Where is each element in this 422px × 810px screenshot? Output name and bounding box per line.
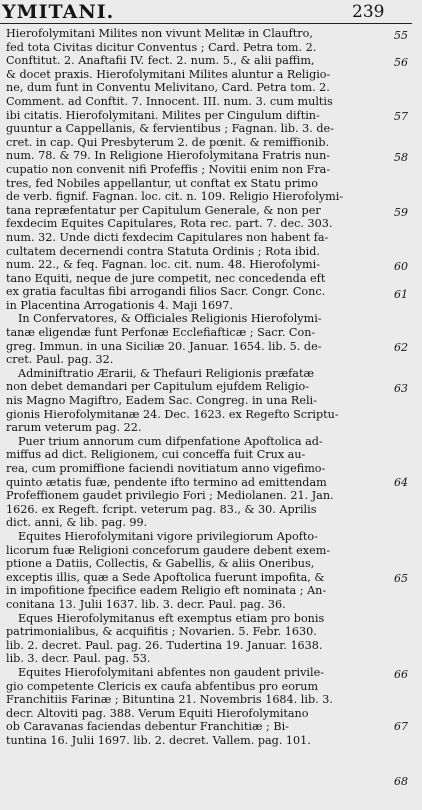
text-line: dict. anni, & lib. pag. 99. xyxy=(6,516,148,530)
text-line: greg. Immun. in una Siciliæ 20. Januar. 1654. lib. 5. de- xyxy=(6,339,322,353)
text-line: Conftitut. 2. Anaftafii IV. fect. 2. num. 5., & alii paffim, xyxy=(6,54,315,68)
text-line: Franchitiis Farinæ ; Bituntina 21. Novembris 1684. lib. 3. xyxy=(6,693,333,707)
text-line: gio competente Clericis ex caufa abfentibus pro eorum xyxy=(6,679,319,693)
text-line: non debet demandari per Capitulum ejufdem Religio- xyxy=(6,380,310,394)
page-number: 239 xyxy=(352,2,385,22)
text-line: Hierofolymitani Milites non vivunt Melitæ in Clauftro, xyxy=(6,27,313,40)
text-line: ibi citatis. Hierofolymitani. Milites per Cingulum diftin- xyxy=(6,108,320,122)
text-line: Adminiftratio Ærarii, & Thefauri Religionis præfatæ xyxy=(18,366,314,380)
text-line: cret. in cap. Qui Presbyterum 2. de pœnit. & remiffionib. xyxy=(6,135,330,149)
text-line: gionis Hierofolymitanæ 24. Dec. 1623. ex Regefto Scriptu- xyxy=(6,407,339,421)
text-line: tuntina 16. Julii 1697. lib. 2. decret. Vallem. pag. 101. xyxy=(6,733,311,747)
margin-number: 67 xyxy=(394,720,408,733)
margin-number: 56 xyxy=(394,56,408,69)
text-line: Eques Hierofolymitanus eft exemptus etiam pro bonis xyxy=(18,611,325,625)
margin-number: 60 xyxy=(394,260,408,273)
text-line: exceptis illis, quæ a Sede Apoftolica fuerunt impofita, & xyxy=(6,570,325,584)
margin-number: 61 xyxy=(394,288,408,301)
text-line: in Placentina Arrogationis 4. Maji 1697. xyxy=(6,298,233,312)
text-line: lib. 3. decr. Paul. pag. 53. xyxy=(6,652,151,666)
text-line: nis Magno Magiftro, Eadem Sac. Congreg. in una Reli- xyxy=(6,394,317,408)
text-line: fexdecim Equites Capitulares, Rota rec. part. 7. dec. 303. xyxy=(6,217,333,231)
text-line: & docet praxis. Hierofolymitani Milites aluntur a Religio- xyxy=(6,67,331,81)
margin-number: 66 xyxy=(394,668,408,681)
margin-number: 64 xyxy=(394,476,408,489)
text-line: tanæ eligendæ funt Perfonæ Ecclefiafticæ ; Sacr. Con- xyxy=(6,326,316,340)
text-line: 1626. ex Regeft. fcript. veterum pag. 83., & 30. Aprilis xyxy=(6,502,317,516)
text-line: conitana 13. Julii 1637. lib. 3. decr. Paul. pag. 36. xyxy=(6,597,286,611)
text-line: tano Equiti, neque de jure competit, nec concedenda eft xyxy=(6,271,326,285)
margin-number: 57 xyxy=(394,110,408,123)
text-line: ob Caravanas faciendas debentur Franchitiæ ; Bi- xyxy=(6,720,289,734)
text-line: Puer trium annorum cum difpenfatione Apoftolica ad- xyxy=(18,434,323,448)
text-line: ne, dum funt in Conventu Melivitano, Card. Petra tom. 2. xyxy=(6,81,330,95)
text-line: cultatem decernendi contra Statuta Ordinis ; Rota ibid. xyxy=(6,244,320,258)
text-line: in impofitione fpecifice eadem Religio eft nominata ; An- xyxy=(6,584,327,598)
text-line: In Confervatores, & Officiales Religionis Hierofolymi- xyxy=(18,312,322,326)
text-line: num. 22., & feq. Fagnan. loc. cit. num. 48. Hierofolymi- xyxy=(6,258,321,272)
text-line: rea, cum promiffione faciendi novitiatum anno vigefimo- xyxy=(6,462,326,475)
margin-number: 62 xyxy=(394,341,408,354)
header-rule xyxy=(0,23,412,24)
body-text xyxy=(6,27,392,747)
text-line: Equites Hierofolymitani abfentes non gaudent privile- xyxy=(18,665,324,679)
margin-number: 68 xyxy=(394,775,408,788)
text-line: decr. Altoviti pag. 388. Verum Equiti Hierofolymitano xyxy=(6,706,309,720)
margin-number: 58 xyxy=(394,151,408,164)
text-line: licorum fuæ Religioni conceforum gaudere debent exem- xyxy=(6,543,331,557)
margin-number: 65 xyxy=(394,572,408,585)
margin-number: 59 xyxy=(394,206,408,219)
text-line: de verb. fignif. Fagnan. loc. cit. n. 109. Religio Hierofolymi- xyxy=(6,190,344,204)
page-header xyxy=(0,0,422,26)
text-line: tres, fed Nobiles appellantur, ut conftat ex Statu primo xyxy=(6,176,318,190)
text-line: rarum veterum pag. 22. xyxy=(6,421,142,435)
text-line: num. 78. & 79. In Religione Hierofolymitana Fratris nun- xyxy=(6,149,331,163)
text-line: Equites Hierofolymitani vigore privilegiorum Apofto- xyxy=(18,529,318,543)
text-line: quinto ætatis fuæ, pendente ifto termino ad emittendam xyxy=(6,475,327,489)
running-head: YMITANI. xyxy=(2,1,115,23)
text-line: lib. 2. decret. Paul. pag. 26. Tudertina 19. Januar. 1638. xyxy=(6,638,323,652)
text-line: cupatio non convenit nifi Profeffis ; Novitii enim non Fra- xyxy=(6,162,331,176)
text-line: Comment. ad Conftit. 7. Innocent. III. num. 3. cum multis xyxy=(6,94,333,108)
text-line: cret. Paul. pag. 32. xyxy=(6,353,114,367)
text-line: Profeffionem gaudet privilegio Fori ; Mediolanen. 21. Jan. xyxy=(6,489,334,503)
text-line: guuntur a Cappellanis, & fervientibus ; Fagnan. lib. 3. de- xyxy=(6,122,334,136)
text-line: miffus ad dict. Religionem, cui conceffa fuit Crux au- xyxy=(6,448,306,462)
margin-number: 63 xyxy=(394,382,408,395)
text-line: ex gratia facultas fibi arrogandi filios Sacr. Congr. Conc. xyxy=(6,285,326,299)
text-line: num. 32. Unde dicti fexdecim Capitulares non habent fa- xyxy=(6,230,329,244)
text-line: tana repræfentatur per Capitulum Generale, & non per xyxy=(6,203,321,217)
margin-number: 55 xyxy=(394,29,408,42)
text-line: fed tota Civitas dicitur Conventus ; Card. Petra tom. 2. xyxy=(6,40,317,54)
text-line: ptione a Datiis, Collectis, & Gabellis, & aliis Oneribus, xyxy=(6,557,315,571)
text-line: patrimonialibus, & acquifitis ; Novarien. 5. Febr. 1630. xyxy=(6,625,317,639)
